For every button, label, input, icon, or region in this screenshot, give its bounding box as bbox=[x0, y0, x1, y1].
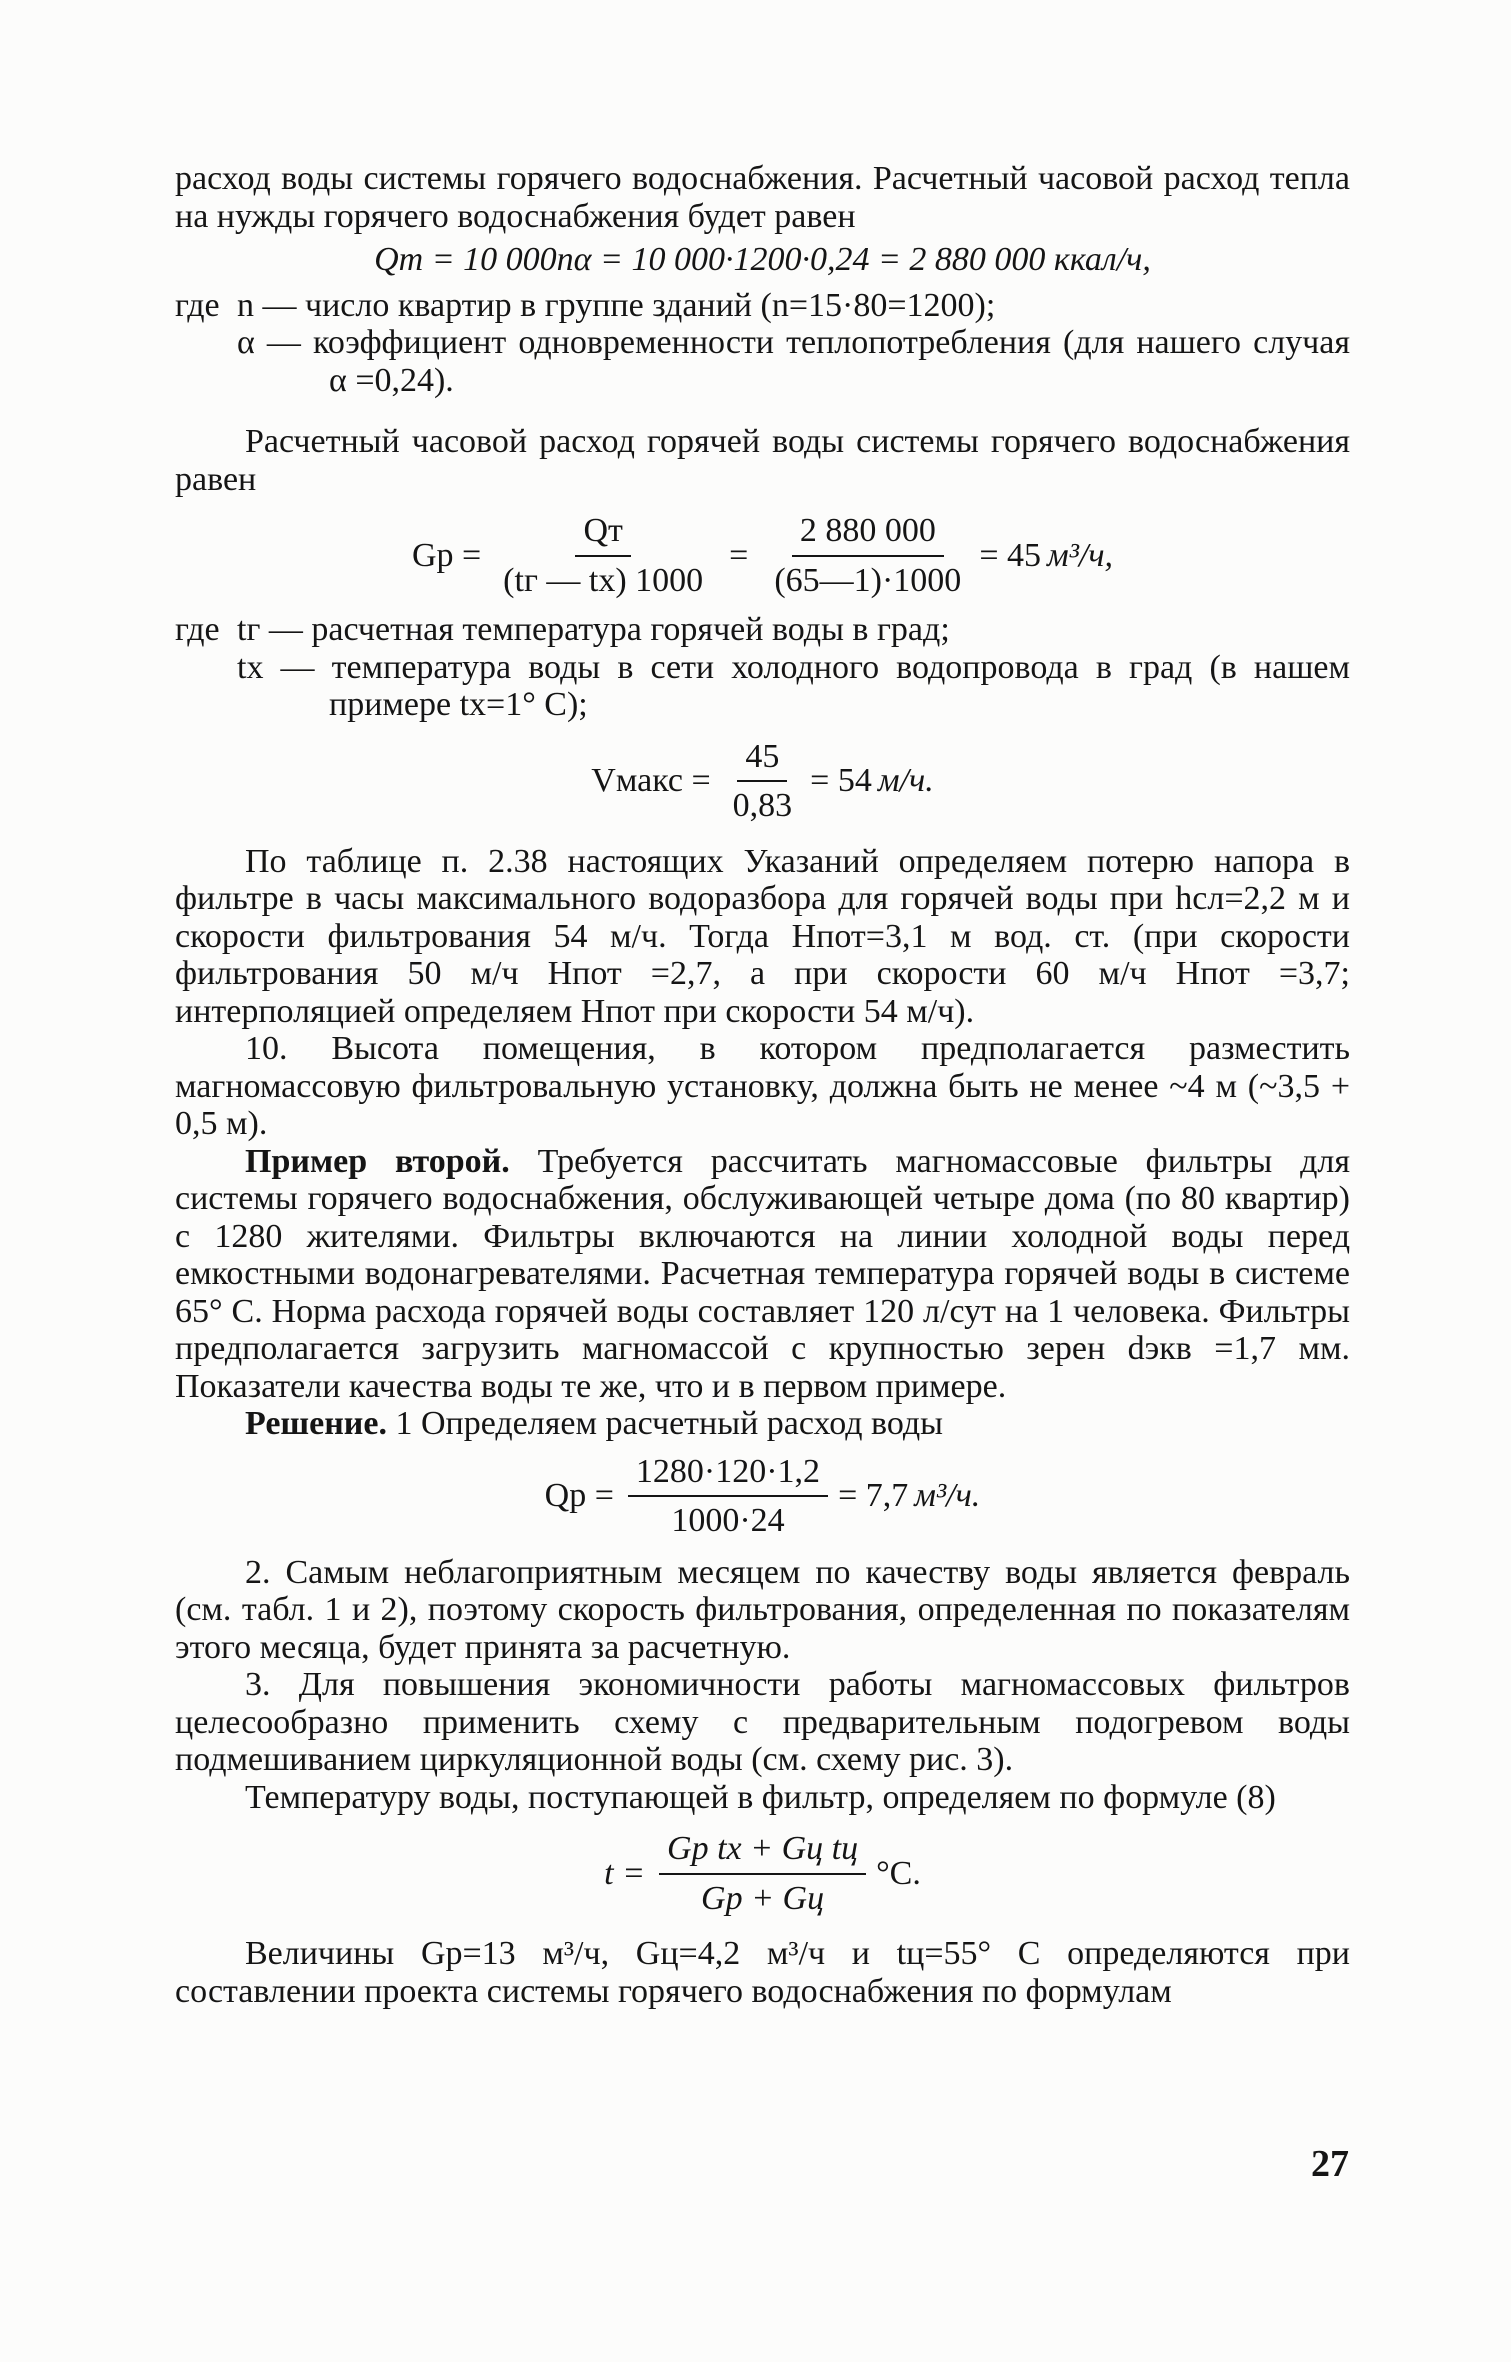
formula-rhs: = 7,7 bbox=[838, 1477, 909, 1515]
paragraph-text: 1 Определяем расчетный расход воды bbox=[386, 1405, 944, 1442]
paragraph: расход воды системы горячего водоснабжения. Расчетный часовой расход тепла на нужды горячего водоснабжения будет равен bbox=[175, 160, 1350, 235]
numerator: 2 880 000 bbox=[792, 512, 944, 557]
numerator: Qт bbox=[575, 512, 630, 557]
denominator: Gр + Gц bbox=[701, 1879, 825, 1917]
formula-heat-demand bbox=[175, 241, 1350, 279]
denominator: 0,83 bbox=[732, 787, 793, 824]
paragraph: Расчетный часовой расход горячей воды системы горячего водоснабжения равен bbox=[175, 423, 1350, 498]
where-item: tх — температура воды в сети холодного водопровода в град (в нашем примере tх=1° С); bbox=[237, 648, 1350, 723]
fraction bbox=[628, 1453, 828, 1540]
denominator: (65—1)·1000 bbox=[774, 561, 962, 599]
paragraph: Величины Gр=13 м³/ч, Gц=4,2 м³/ч и tц=55° С определяются при составлении проекта системы горячего водоснабжения по формулам bbox=[175, 1935, 1350, 2010]
paragraph: По таблице п. 2.38 настоящих Указаний определяем потерю напора в фильтре в часы максимального водоразбора для горячей воды при hсл=2,2 м и скорости фильтрования 54 м/ч. Тогда Hпот=3,1 м вод. ст. (при скорости фильтрования 50 м/ч Hпот =2,7, а при скорости 60 м/ч Hпот =3,7; интерполяцией определяем Hпот при скорости 54 м/ч). bbox=[175, 842, 1350, 1030]
formula-rhs: °С. bbox=[876, 1854, 921, 1892]
paragraph bbox=[175, 1405, 1350, 1443]
unit: м³/ч, bbox=[1047, 536, 1114, 574]
where-label: где bbox=[175, 286, 220, 324]
fraction bbox=[766, 512, 969, 599]
page-number: 27 bbox=[1311, 2143, 1349, 2185]
fraction bbox=[659, 1830, 866, 1917]
formula-hot-water-flow bbox=[175, 512, 1350, 599]
unit: м³/ч. bbox=[914, 1477, 981, 1515]
where-block-1 bbox=[175, 287, 1350, 400]
numerator: 1280·120·1,2 bbox=[628, 1453, 828, 1498]
paragraph: 2. Самым неблагоприятным месяцем по качеству воды является февраль (см. табл. 1 и 2), поэтому скорость фильтрования, определенная по показателям этого месяца, будет принята за расчетную. bbox=[175, 1553, 1350, 1666]
formula-max-speed bbox=[175, 738, 1350, 825]
formula-rhs: = 45 bbox=[979, 536, 1041, 574]
unit: м/ч. bbox=[877, 762, 934, 800]
example-heading: Пример второй. bbox=[245, 1142, 510, 1180]
where-item: tг — расчетная температура горячей воды в град; bbox=[237, 611, 950, 648]
denominator: 1000·24 bbox=[671, 1502, 785, 1539]
paragraph: 10. Высота помещения, в котором предполагается разместить магномассовую фильтровальную установку, должна быть не менее ~4 м (~3,5 + 0,5 м). bbox=[175, 1030, 1350, 1142]
formula-lhs: t = bbox=[604, 1854, 646, 1892]
equals-sign: = bbox=[729, 536, 749, 574]
where-item: α — коэффициент одновременности теплопотребления (для нашего случая α =0,24). bbox=[237, 324, 1350, 399]
solution-heading: Решение. bbox=[245, 1405, 387, 1442]
denominator: (tг — tх) 1000 bbox=[503, 561, 704, 599]
formula-lhs: Vмакс = bbox=[591, 762, 711, 800]
formula-design-flow bbox=[175, 1453, 1350, 1540]
where-label: где bbox=[175, 611, 220, 648]
formula-rhs: = 54 bbox=[810, 762, 872, 800]
formula-text: Qт = 10 000nα = 10 000·1200·0,24 = 2 880 000 ккал/ч, bbox=[374, 241, 1151, 278]
fraction bbox=[725, 738, 801, 825]
paragraph: Температуру воды, поступающей в фильтр, определяем по формуле (8) bbox=[245, 1778, 1276, 1816]
numerator: Gр tх + Gц tц bbox=[659, 1830, 866, 1875]
paragraph: 3. Для повышения экономичности работы магномассовых фильтров целесообразно применить схему с предварительным подогревом воды подмешиванием циркуляционной воды (см. схему рис. 3). bbox=[175, 1666, 1350, 1778]
paragraph-text: Требуется рассчитать магномассовые фильтры для системы горячего водоснабжения, обслуживающей четыре дома (по 80 квартир) с 1280 жителями. Фильтры включаются на линии холодной воды перед емкостными водонагревателями. Расчетная температура горячей воды в системе 65° С. Норма расхода горячей воды составляет 120 л/сут на 1 человека. Фильтры предполагается загрузить магномассой с крупностью зерен dэкв =1,7 мм. Показатели качества воды те же, что и в первом примере. bbox=[175, 1142, 1350, 1405]
where-block-2 bbox=[175, 611, 1350, 724]
numerator: 45 bbox=[737, 738, 787, 783]
formula-lhs: Qр = bbox=[544, 1477, 614, 1515]
formula-lhs: Gр = bbox=[411, 536, 482, 574]
formula-temperature bbox=[175, 1830, 1350, 1917]
fraction bbox=[495, 512, 711, 599]
paragraph bbox=[175, 1143, 1350, 1406]
where-item: n — число квартир в группе зданий (n=15·80=1200); bbox=[237, 286, 996, 324]
text-column bbox=[175, 160, 1350, 2010]
